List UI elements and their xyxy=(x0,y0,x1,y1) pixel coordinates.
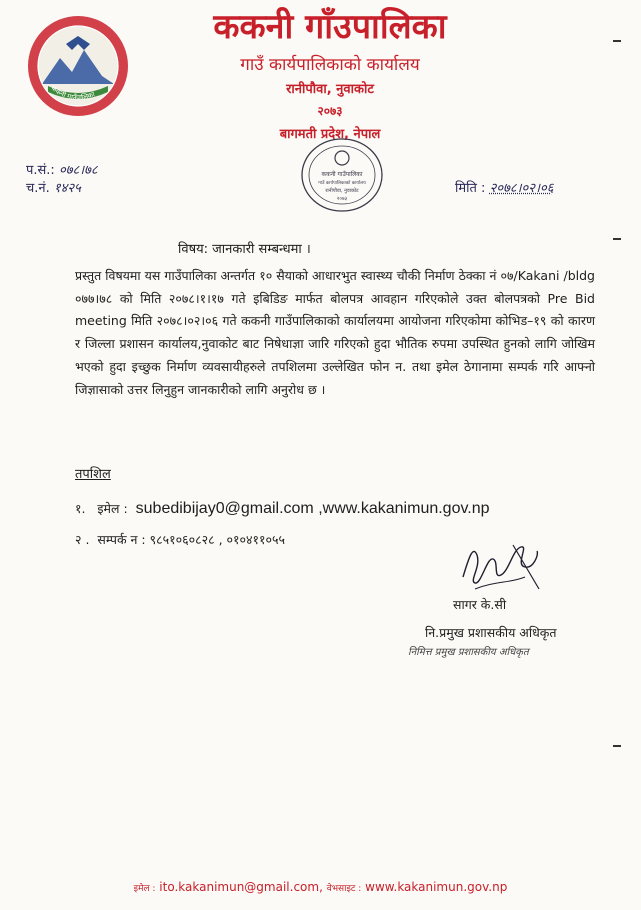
signer-designation-stamp: निमित्त प्रमुख प्रशासकीय अधिकृत xyxy=(408,647,529,658)
date-label: मिति : xyxy=(455,181,486,196)
letterhead-subtitle: गाउँ कार्यपालिकाको कार्यालय xyxy=(240,55,420,75)
detail-label: सम्पर्क न : xyxy=(97,532,146,547)
chalani-number-value: १४२५ xyxy=(53,181,81,196)
municipality-emblem-icon xyxy=(26,14,130,118)
office-seal-stamp xyxy=(300,136,384,214)
letterhead-province: बागमती प्रदेश, नेपाल xyxy=(279,127,381,142)
footer-email[interactable]: ito.kakanimun@gmail.com, xyxy=(159,880,323,894)
letter-body: प्रस्तुत विषयमा यस गाउँपालिका अन्तर्गत १० सैयाको आधारभुत स्वास्थ्य चौकी निर्माण ठेक्का नं ०७/Kakani /bldg ०७७।७८ को मिति २०७८।१।१७ गते इबिडिङ मार्फत बोलपत्र आवहान गरिएकोले उक्त बोलपत्रको Pre Bid meeting मिति २०७८।०२।०६ गते ककनी गाउँपालिकाको कार्यालयमा आयोजना गरिएकोमा कोभिड–१९ को कारण र जिल्ला प्रशासन कार्यालय,नुवाकोट बाट निषेधाज्ञा जारि गरिएको हुदा भौतिक रुपमा उपस्थित हुनको लागि जोखिम भएको हुदा इच्छुक निर्माण व्यवसायीहरुले तपशिलमा उल्लेखित फोन न. तथा इमेल ठेगानामा सम्पर्क गरि आफ्नो जिज्ञासाको उत्तर लिनुहुन जानकारीको लागि अनुरोध छ । xyxy=(75,268,595,397)
handwritten-signature xyxy=(455,537,545,595)
chalani-number xyxy=(26,178,81,196)
letterhead-year: २०७३ xyxy=(317,104,343,118)
detail-item-email xyxy=(75,500,490,518)
seal-line-1: ककनी गाउँपालिका xyxy=(321,171,363,178)
footer-website[interactable]: www.kakanimun.gov.np xyxy=(365,880,508,894)
patra-sankhya-value: ०७८।७८ xyxy=(58,163,98,178)
letter-date xyxy=(455,178,554,196)
signer-designation: नि.प्रमुख प्रशासकीय अधिकृत xyxy=(425,625,557,640)
signer-name: सागर के.सी xyxy=(453,597,507,612)
emblem-text: ककनी गाउँपालिका xyxy=(49,83,96,102)
seal-line-4: २०७३ xyxy=(336,196,348,202)
letter-footer xyxy=(0,880,641,894)
detail-item-phone xyxy=(75,531,285,548)
margin-mark xyxy=(613,40,621,42)
footer-email-label: इमेल : xyxy=(133,884,156,894)
email-and-website: subedibijay0@gmail.com ,www.kakanimun.gov.np xyxy=(135,500,490,517)
detail-label: इमेल : xyxy=(97,501,128,516)
date-value: २०७८।०२।०६ xyxy=(489,181,554,196)
footer-web-label: वेभसाइट : xyxy=(326,884,362,894)
phone-numbers: ९८५१०६०८२८ , ०१०४११०५५ xyxy=(149,532,286,547)
seal-line-2: गाउँ कार्यपालिकाको कार्यालय xyxy=(318,181,366,186)
margin-mark xyxy=(613,745,621,747)
details-heading: तपशिल xyxy=(75,467,111,482)
seal-line-3: रानीपौवा, नुवाकोट xyxy=(325,188,359,194)
letter-subject: विषय: जानकारी सम्बन्धमा । xyxy=(178,242,311,257)
patra-sankhya-label: प.सं.: xyxy=(26,163,55,178)
chalani-number-label: च.नं. xyxy=(26,181,50,196)
patra-sankhya xyxy=(26,160,98,178)
letterhead-title: ककनी गाँउपालिका xyxy=(213,7,447,47)
margin-mark xyxy=(613,238,621,240)
detail-number: २ . xyxy=(75,532,90,547)
detail-number: १. xyxy=(75,501,86,516)
letterhead-place: रानीपौवा, नुवाकोट xyxy=(286,82,374,97)
